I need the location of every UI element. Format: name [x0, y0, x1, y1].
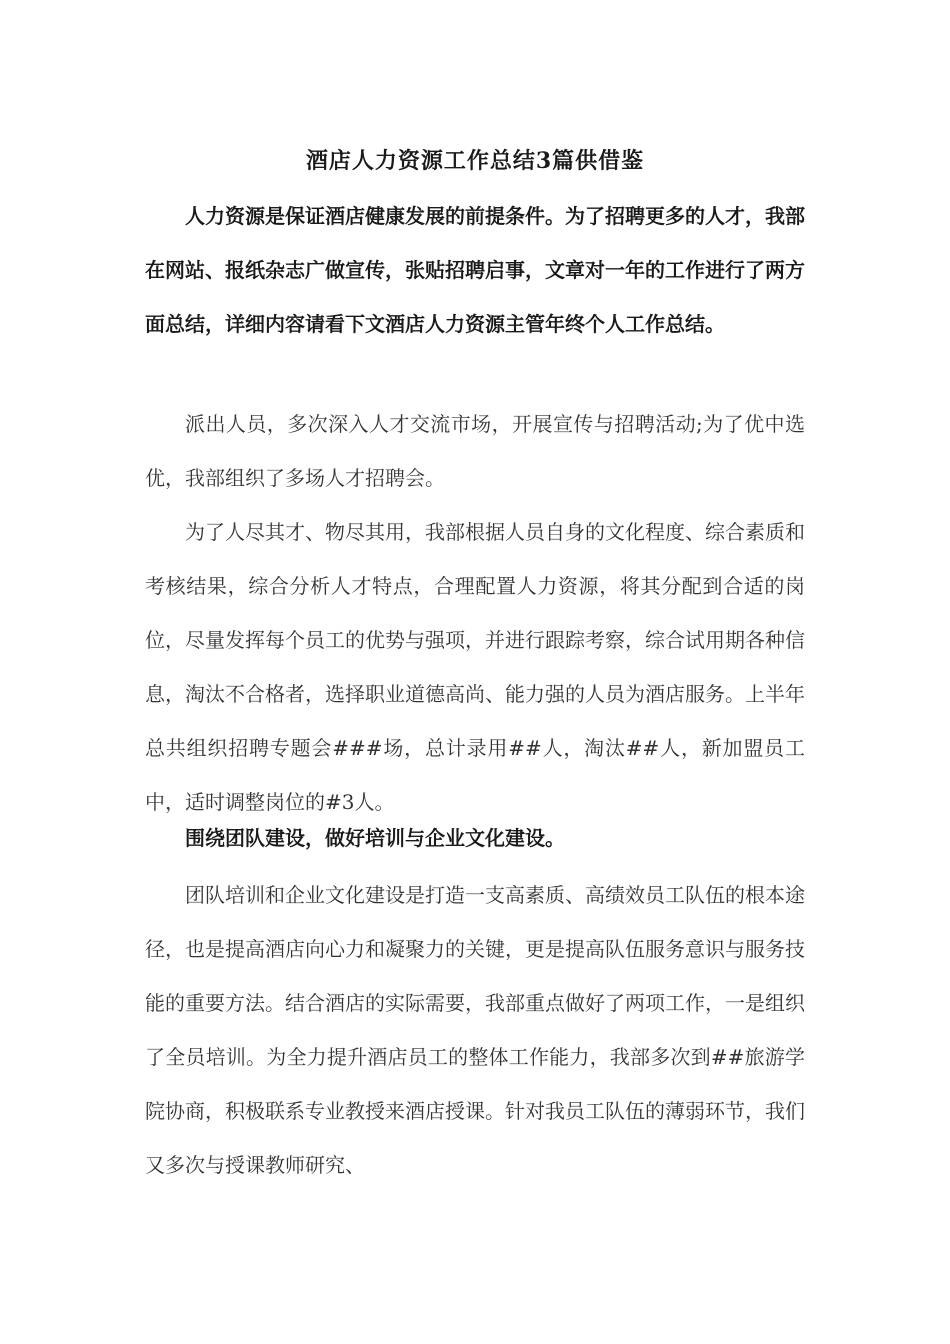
paragraph-intro: 人力资源是保证酒店健康发展的前提条件。为了招聘更多的人才，我部在网站、报纸杂志广做宣传，张贴招聘启事，文章对一年的工作进行了两方面总结，详细内容请看下文酒店人力资源主管年终个人工作总结。 — [145, 204, 805, 336]
paragraph-allocation: 为了人尽其才、物尽其用，我部根据人员自身的文化程度、综合素质和考核结果，综合分析人才特点，合理配置人力资源，将其分配到合适的岗位，尽量发挥每个员工的优势与强项，并进行跟踪考察，综合试用期各种信息，淘汰不合格者，选择职业道德高尚、能力强的人员为酒店服务。上半年总共组织招聘专题会###场，总计录用##人，淘汰##人，新加盟员工中，适时调整岗位的#3人。 — [145, 520, 805, 814]
section-heading-team-building: 围绕团队建设，做好培训与企业文化建设。 — [185, 826, 565, 850]
document-title: 酒店人力资源工作总结3篇供借鉴 — [305, 148, 645, 174]
paragraph-recruitment: 派出人员，多次深入人才交流市场，开展宣传与招聘活动;为了优中选优，我部组织了多场人才招聘会。 — [145, 412, 805, 490]
paragraph-training: 团队培训和企业文化建设是打造一支高素质、高绩效员工队伍的根本途径，也是提高酒店向心力和凝聚力的关键，更是提高队伍服务意识与服务技能的重要方法。结合酒店的实际需要，我部重点做好了两项工作，一是组织了全员培训。为全力提升酒店员工的整体工作能力，我部多次到##旅游学院协商，积极联系专业教授来酒店授课。针对我员工队伍的薄弱环节，我们又多次与授课教师研究、 — [145, 883, 805, 1177]
